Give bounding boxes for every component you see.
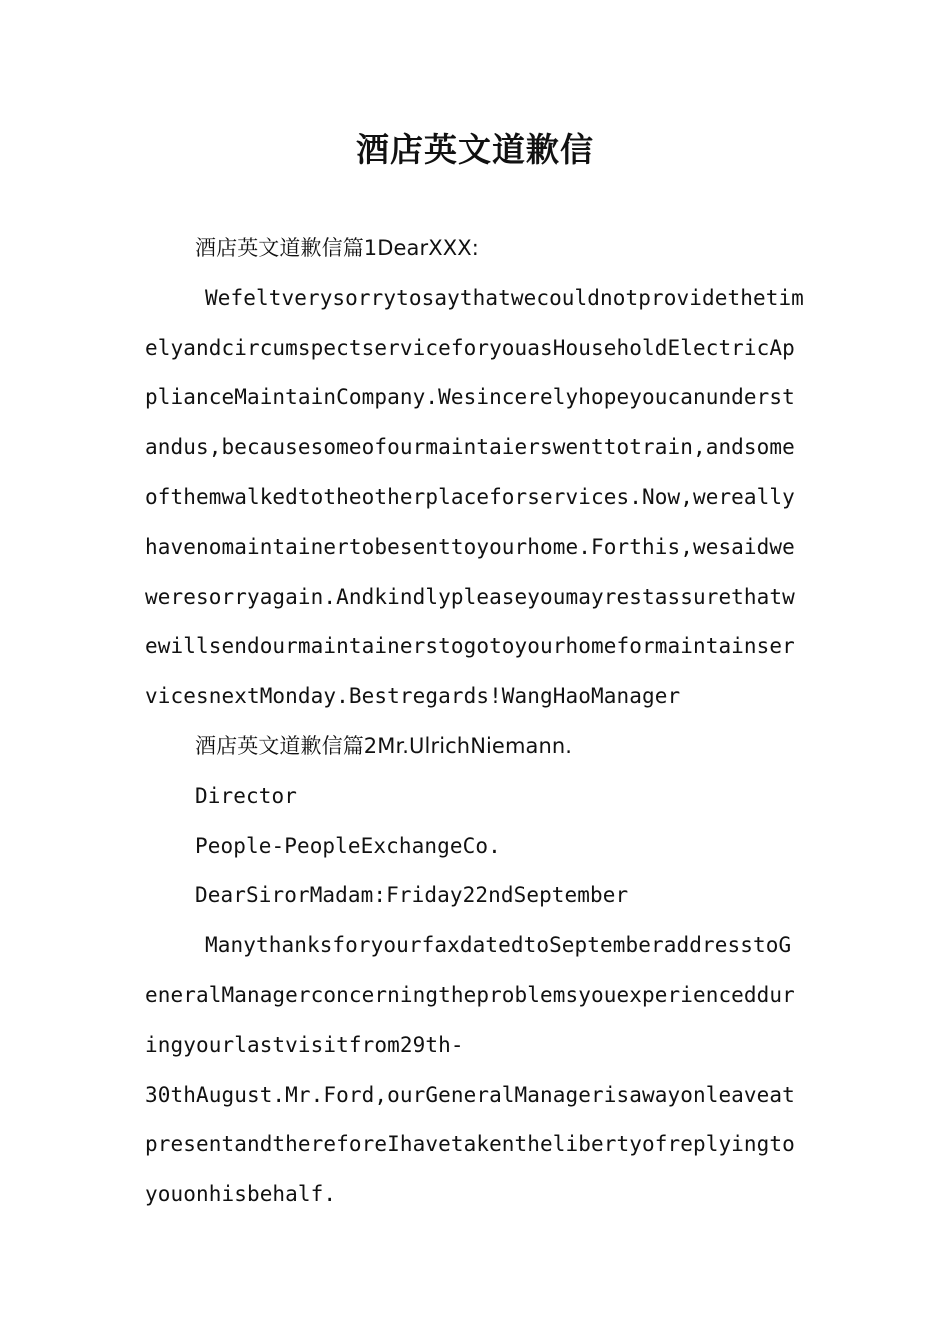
letter-2-heading: 酒店英文道歉信篇2Mr.UlrichNiemann. (195, 733, 573, 758)
recipient-title: Director (195, 783, 297, 808)
paragraph-line: ewillsendourmaintainerstogotoyourhomeformaintainser (145, 634, 795, 659)
paragraph-line: andus,becausesomeofourmaintaierswenttotrain,andsome (145, 435, 795, 460)
paragraph-line: weresorryagain.Andkindlypleaseyoumayrestassurethatw (145, 584, 795, 609)
paragraph-line: Wefeltverysorrytosaythatwecouldnotprovidethetim (205, 285, 804, 310)
salutation-date: DearSirorMadam:Friday22ndSeptember (195, 883, 629, 908)
paragraph-line: vicesnextMonday.Bestregards!WangHaoManager (145, 684, 681, 709)
paragraph-line: ingyourlastvisitfrom29th- (145, 1032, 464, 1057)
page-title: 酒店英文道歉信 (356, 130, 594, 169)
paragraph-line: presentandthereforeIhavetakenthelibertyofreplyingto (145, 1132, 795, 1157)
paragraph-line: elyandcircumspectserviceforyouasHouseholdElectricAp (145, 335, 795, 360)
recipient-company: People-PeopleExchangeCo. (195, 833, 501, 858)
paragraph-line: ofthemwalkedtotheotherplaceforservices.Now,wereally (145, 484, 795, 509)
paragraph-line: havenomaintainertobesenttoyourhome.Forthis,wesaidwe (145, 534, 795, 559)
paragraph-line: youonhisbehalf. (145, 1182, 337, 1207)
paragraph-line: plianceMaintainCompany.Wesincerelyhopeyoucanunderst (145, 385, 795, 410)
paragraph-line: 30thAugust.Mr.Ford,ourGeneralManagerisawayonleaveat (145, 1082, 795, 1107)
document-body (145, 224, 810, 1220)
paragraph-line: eneralManagerconcerningtheproblemsyouexperienceddur (145, 982, 795, 1007)
paragraph-line: ManythanksforyourfaxdatedtoSeptemberaddresstoG (205, 933, 792, 958)
letter-1-heading: 酒店英文道歉信篇1DearXXX: (195, 236, 479, 260)
